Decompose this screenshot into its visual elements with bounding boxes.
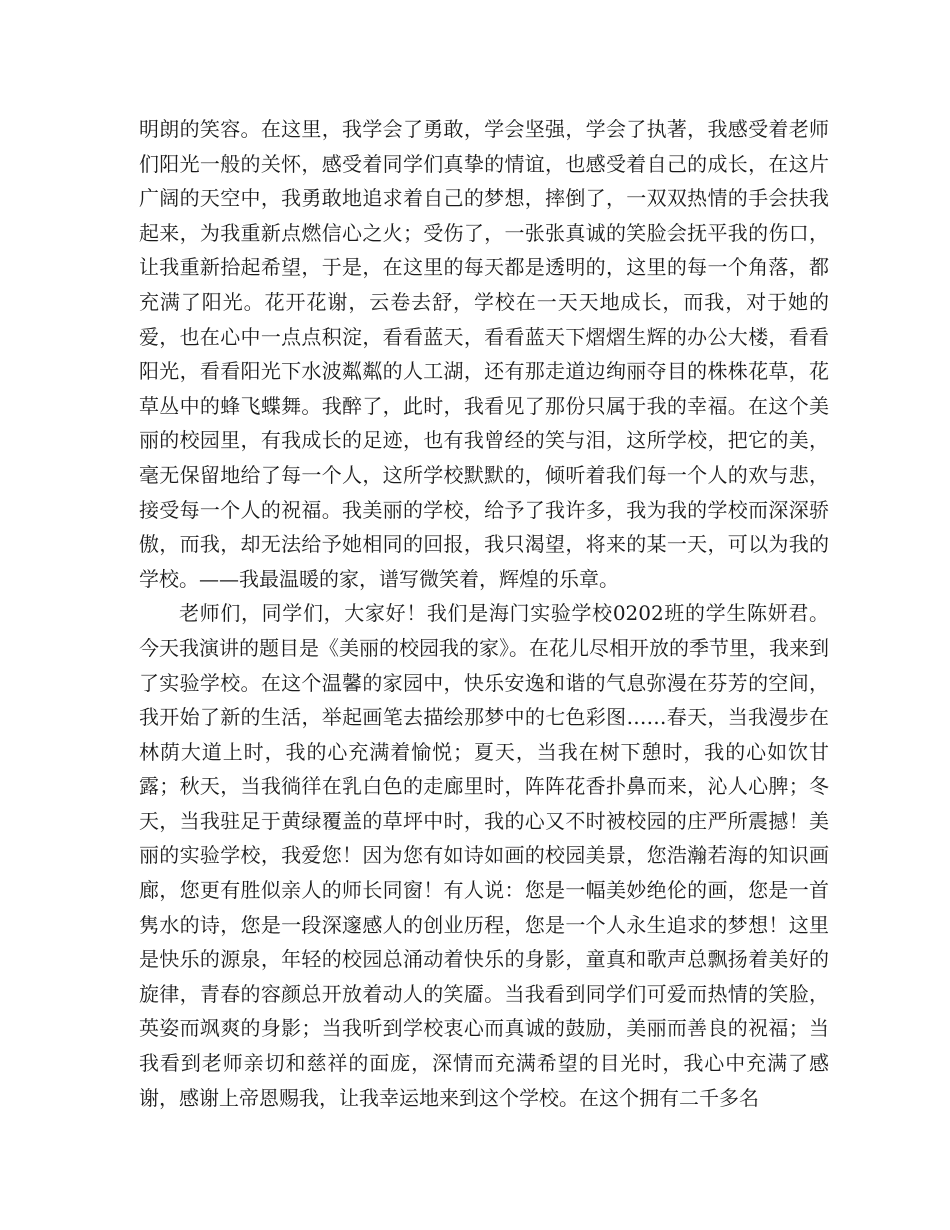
document-body (139, 112, 829, 1115)
paragraph-1: 明朗的笑容。在这里，我学会了勇敢，学会坚强，学会了执著，我感受着老师们阳光一般的关怀，感受着同学们真挚的情谊，也感受着自己的成长，在这片广阔的天空中，我勇敢地追求着自己的梦想，摔倒了，一双双热情的手会扶我起来，为我重新点燃信心之火；受伤了，一张张真诚的笑脸会抚平我的伤口，让我重新拾起希望，于是，在这里的每天都是透明的，这里的每一个角落，都充满了阳光。花开花谢，云卷去舒，学校在一天天地成长，而我，对于她的爱，也在心中一点点积淀，看看蓝天，看看蓝天下熠熠生辉的办公大楼，看看阳光，看看阳光下水波粼粼的人工湖，还有那走道边绚丽夺目的株株花草，花草丛中的蜂飞蝶舞。我醉了，此时，我看见了那份只属于我的幸福。在这个美丽的校园里，有我成长的足迹，也有我曾经的笑与泪，这所学校，把它的美，毫无保留地给了每一个人，这所学校默默的，倾听着我们每一个人的欢与悲，接受每一个人的祝福。我美丽的学校，给予了我许多，我为我的学校而深深骄傲，而我，却无法给予她相同的回报，我只渴望，将来的某一天，可以为我的学校。——我最温暖的家，谱写微笑着，辉煌的乐章。 (139, 117, 829, 591)
paragraph-2: 老师们，同学们，大家好！我们是海门实验学校0202班的学生陈妍君。今天我演讲的题目是《美丽的校园我的家》。在花儿尽相开放的季节里，我来到了实验学校。在这个温馨的家园中，快乐安逸和谐的气息弥漫在芬芳的空间，我开始了新的生活，举起画笔去描绘那梦中的七色彩图……春天，当我漫步在林荫大道上时，我的心充满着愉悦；夏天，当我在树下憩时，我的心如饮甘露；秋天，当我徜徉在乳白色的走廊里时，阵阵花香扑鼻而来，沁人心脾；冬天，当我驻足于黄绿覆盖的草坪中时，我的心又不时被校园的庄严所震撼！美丽的实验学校，我爱您！因为您有如诗如画的校园美景，您浩瀚若海的知识画廊，您更有胜似亲人的师长同窗！有人说：您是一幅美妙绝伦的画，您是一首隽水的诗，您是一段深邃感人的创业历程，您是一个人永生追求的梦想！这里是快乐的源泉，年轻的校园总涌动着快乐的身影，童真和歌声总飘扬着美好的旋律，青春的容颜总开放着动人的笑靥。当我看到同学们可爱而热情的笑脸，英姿而飒爽的身影；当我听到学校衷心而真诚的鼓励，美丽而善良的祝福；当我看到老师亲切和慈祥的面庞，深情而充满希望的目光时，我心中充满了感谢，感谢上帝恩赐我，让我幸运地来到这个学校。在这个拥有二千多名 (139, 601, 829, 1110)
